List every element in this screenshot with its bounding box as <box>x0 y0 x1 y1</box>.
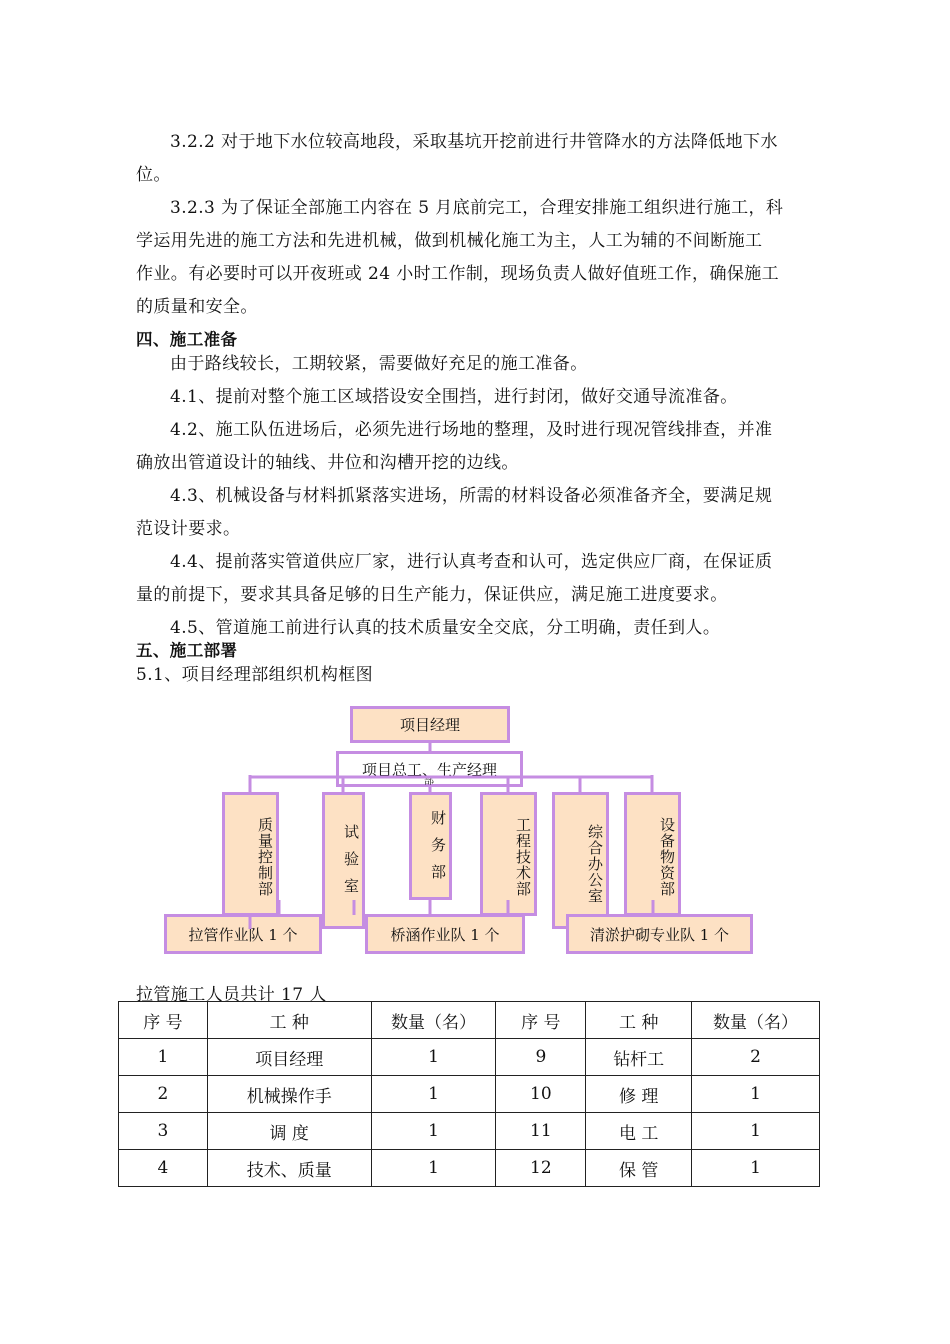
org-box-testing-room: 试验室 <box>322 792 365 929</box>
paragraph-3-2-3-cont2: 作业。有必要时可以开夜班或 24 小时工作制，现场负责人做好值班工作，确保施工 <box>136 264 780 284</box>
org-box-quality-control: 质量控制部 <box>222 792 279 916</box>
header-cell: 工 种 <box>586 1002 692 1039</box>
table-cell: 1 <box>371 1039 496 1076</box>
paragraph-4-3: 4.3、机械设备与材料抓紧落实进场，所需的材料设备必须准备齐全，要满足规 <box>170 486 773 506</box>
header-cell: 数量（名） <box>692 1002 820 1039</box>
table-cell: 10 <box>496 1076 586 1113</box>
org-box-team-dredging: 清淤护砌专业队 1 个 <box>566 914 753 954</box>
table-cell: 1 <box>692 1076 820 1113</box>
table-cell: 9 <box>496 1039 586 1076</box>
table-cell: 1 <box>692 1150 820 1187</box>
org-box-chief-engineer-label: 项目总工、生产经理 <box>361 760 497 779</box>
org-overlap-glyph: 部 <box>424 776 434 787</box>
org-box-project-manager: 项目经理 <box>350 706 510 743</box>
header-cell: 序 号 <box>496 1002 586 1039</box>
table-cell: 1 <box>692 1113 820 1150</box>
section-4-intro: 由于路线较长，工期较紧，需要做好充足的施工准备。 <box>170 354 588 374</box>
paragraph-4-2-cont: 确放出管道设计的轴线、井位和沟槽开挖的边线。 <box>136 453 519 473</box>
paragraph-3-2-3-cont3: 的质量和安全。 <box>136 297 258 317</box>
paragraph-3-2-3: 3.2.3 为了保证全部施工内容在 5 月底前完工，合理安排施工组织进行施工，科 <box>170 198 784 218</box>
table-cell: 3 <box>119 1113 208 1150</box>
table-cell: 机械操作手 <box>207 1076 371 1113</box>
section-4-heading: 四、施工准备 <box>136 330 238 349</box>
org-box-finance: 财务部 <box>409 792 452 900</box>
paragraph-4-2: 4.2、施工队伍进场后，必须先进行场地的整理，及时进行现况管线排查，并准 <box>170 420 773 440</box>
paragraph-4-4: 4.4、提前落实管道供应厂家，进行认真考查和认可，选定供应厂商，在保证质 <box>170 552 773 572</box>
table-row <box>119 1076 820 1113</box>
table-cell: 钻杆工 <box>586 1039 692 1076</box>
org-box-engineering: 工程技术部 <box>480 792 537 916</box>
table-row <box>119 1113 820 1150</box>
table-row <box>119 1039 820 1076</box>
org-box-general-office: 综合办公室 <box>552 792 609 929</box>
org-box-team-pipe-pulling: 拉管作业队 1 个 <box>164 914 322 954</box>
table-cell: 电 工 <box>586 1113 692 1150</box>
table-cell: 保 管 <box>586 1150 692 1187</box>
header-cell: 数量（名） <box>371 1002 496 1039</box>
staff-table <box>118 1001 820 1187</box>
paragraph-4-3-cont: 范设计要求。 <box>136 519 241 539</box>
table-cell: 调 度 <box>207 1113 371 1150</box>
header-cell: 序 号 <box>119 1002 208 1039</box>
section-5-heading: 五、施工部署 <box>136 641 238 660</box>
table-cell: 2 <box>692 1039 820 1076</box>
table-cell: 11 <box>496 1113 586 1150</box>
table-cell: 修 理 <box>586 1076 692 1113</box>
table-cell: 1 <box>119 1039 208 1076</box>
table-cell: 2 <box>119 1076 208 1113</box>
org-box-equipment: 设备物资部 <box>624 792 681 916</box>
table-cell: 技术、质量 <box>207 1150 371 1187</box>
table-cell: 12 <box>496 1150 586 1187</box>
paragraph-3-2-3-cont1: 学运用先进的施工方法和先进机械，做到机械化施工为主，人工为辅的不间断施工 <box>136 231 763 251</box>
table-cell: 1 <box>371 1076 496 1113</box>
staff-caption: 拉管施工人员共计 17 人 <box>136 985 327 1005</box>
table-cell: 1 <box>371 1150 496 1187</box>
table-cell: 1 <box>371 1113 496 1150</box>
header-cell: 工 种 <box>207 1002 371 1039</box>
table-cell: 项目经理 <box>207 1039 371 1076</box>
org-box-team-bridge-culvert: 桥涵作业队 1 个 <box>365 914 525 954</box>
paragraph-4-5: 4.5、管道施工前进行认真的技术质量安全交底，分工明确，责任到人。 <box>170 618 721 638</box>
paragraph-5-1: 5.1、项目经理部组织机构框图 <box>136 665 374 685</box>
paragraph-3-2-2: 3.2.2 对于地下水位较高地段，采取基坑开挖前进行井管降水的方法降低地下水 <box>170 132 778 152</box>
paragraph-4-1: 4.1、提前对整个施工区域搭设安全围挡，进行封闭，做好交通导流准备。 <box>170 387 738 407</box>
table-header-row <box>119 1002 820 1039</box>
table-cell: 4 <box>119 1150 208 1187</box>
paragraph-3-2-2-cont: 位。 <box>136 165 171 185</box>
paragraph-4-4-cont: 量的前提下，要求其具备足够的日生产能力，保证供应，满足施工进度要求。 <box>136 585 728 605</box>
table-row <box>119 1150 820 1187</box>
